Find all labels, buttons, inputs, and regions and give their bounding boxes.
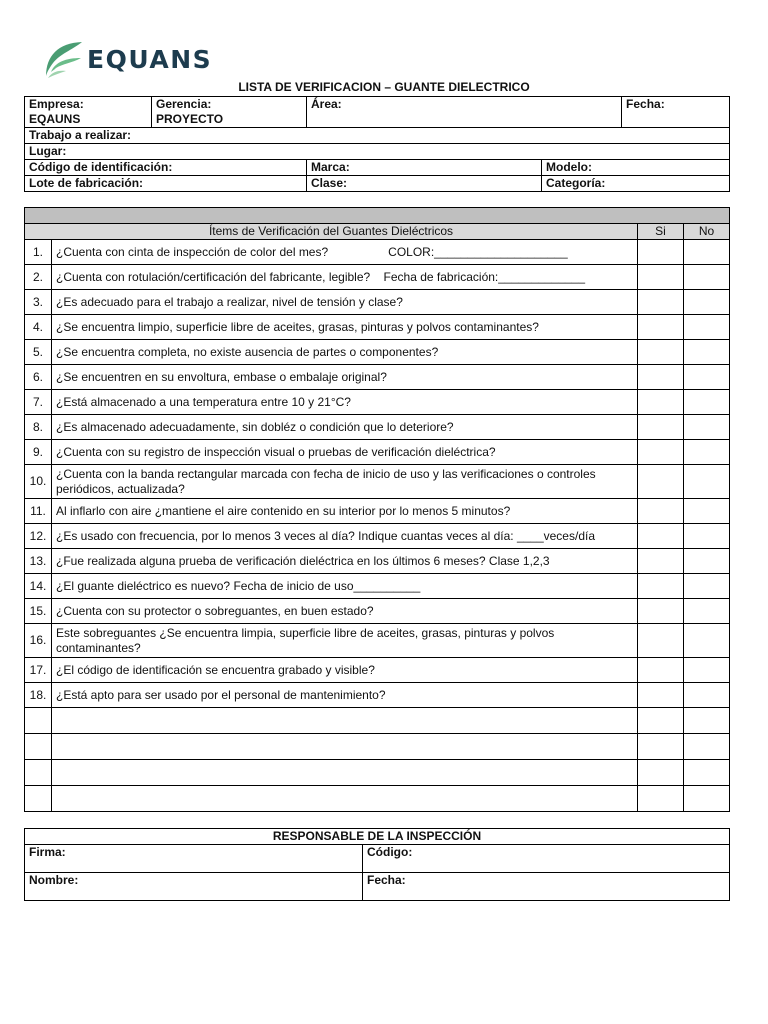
empty-cell[interactable] <box>638 708 684 734</box>
item-number: 3. <box>25 290 52 315</box>
si-checkbox-cell[interactable] <box>638 499 684 524</box>
no-checkbox-cell[interactable] <box>684 315 730 340</box>
fecha-field[interactable] <box>622 97 730 128</box>
empty-cell[interactable] <box>25 734 52 760</box>
si-checkbox-cell[interactable] <box>638 574 684 599</box>
no-header: No <box>684 224 730 240</box>
item-text: ¿El guante dieléctrico es nuevo? Fecha de inicio de uso__________ <box>52 574 638 599</box>
item-text: ¿Está apto para ser usado por el personal de mantenimiento? <box>52 683 638 708</box>
empty-cell[interactable] <box>684 708 730 734</box>
no-checkbox-cell[interactable] <box>684 574 730 599</box>
empty-cell[interactable] <box>25 708 52 734</box>
area-label: Área: <box>311 97 342 111</box>
empresa-field[interactable] <box>25 97 152 128</box>
categoria-field[interactable]: Categoría: <box>542 176 730 192</box>
item-text: Este sobreguantes ¿Se encuentra limpia, superficie libre de aceites, grasas, pinturas y polvos contaminantes? <box>52 624 638 658</box>
modelo-field[interactable]: Modelo: <box>542 160 730 176</box>
no-checkbox-cell[interactable] <box>684 658 730 683</box>
lugar-field[interactable]: Lugar: <box>25 144 730 160</box>
no-checkbox-cell[interactable] <box>684 240 730 265</box>
checklist-row <box>25 683 730 708</box>
si-checkbox-cell[interactable] <box>638 340 684 365</box>
item-text: ¿Cuenta con cinta de inspección de color del mes? COLOR:____________________ <box>52 240 638 265</box>
empty-row <box>25 786 730 812</box>
checklist-row <box>25 290 730 315</box>
no-checkbox-cell[interactable] <box>684 440 730 465</box>
item-number: 9. <box>25 440 52 465</box>
empty-cell[interactable] <box>52 786 638 812</box>
no-checkbox-cell[interactable] <box>684 290 730 315</box>
no-checkbox-cell[interactable] <box>684 415 730 440</box>
item-number: 12. <box>25 524 52 549</box>
firma-field[interactable]: Firma: <box>25 845 363 873</box>
item-text: ¿El código de identificación se encuentra grabado y visible? <box>52 658 638 683</box>
si-header: Si <box>638 224 684 240</box>
si-checkbox-cell[interactable] <box>638 390 684 415</box>
si-checkbox-cell[interactable] <box>638 265 684 290</box>
gerencia-value: PROYECTO <box>156 112 224 126</box>
empty-cell[interactable] <box>52 734 638 760</box>
marca-field[interactable]: Marca: <box>307 160 542 176</box>
item-number: 13. <box>25 549 52 574</box>
item-number: 15. <box>25 599 52 624</box>
item-number: 14. <box>25 574 52 599</box>
empty-row <box>25 708 730 734</box>
checklist-header-row <box>25 224 730 240</box>
no-checkbox-cell[interactable] <box>684 465 730 499</box>
item-text: ¿Se encuentren en su envoltura, embase o embalaje original? <box>52 365 638 390</box>
checklist-row <box>25 599 730 624</box>
gerencia-field[interactable] <box>152 97 307 128</box>
checklist-row <box>25 340 730 365</box>
item-text: ¿Fue realizada alguna prueba de verificación dieléctrica en los últimos 6 meses? Clase 1,2,3 <box>52 549 638 574</box>
info-table <box>24 96 730 192</box>
empty-cell[interactable] <box>25 786 52 812</box>
checklist-row <box>25 499 730 524</box>
empty-row <box>25 760 730 786</box>
fecha-label: Fecha: <box>626 97 665 111</box>
checklist-row <box>25 390 730 415</box>
checklist-row <box>25 465 730 499</box>
document-title: LISTA DE VERIFICACION – GUANTE DIELECTRICO <box>238 80 530 94</box>
si-checkbox-cell[interactable] <box>638 658 684 683</box>
checklist-row <box>25 549 730 574</box>
item-number: 10. <box>25 465 52 499</box>
area-field[interactable] <box>307 97 622 128</box>
empty-cell[interactable] <box>52 760 638 786</box>
checklist-row <box>25 658 730 683</box>
no-checkbox-cell[interactable] <box>684 524 730 549</box>
item-text: ¿Cuenta con su registro de inspección visual o pruebas de verificación dieléctrica? <box>52 440 638 465</box>
item-text: ¿Cuenta con la banda rectangular marcada con fecha de inicio de uso y las verificaciones o controles periódicos, actualizada? <box>52 465 638 499</box>
empty-cell[interactable] <box>684 734 730 760</box>
si-checkbox-cell[interactable] <box>638 624 684 658</box>
item-number: 4. <box>25 315 52 340</box>
checklist-row <box>25 624 730 658</box>
si-checkbox-cell[interactable] <box>638 465 684 499</box>
item-text: ¿Se encuentra limpio, superficie libre de aceites, grasas, pinturas y polvos contaminantes? <box>52 315 638 340</box>
trabajo-field[interactable]: Trabajo a realizar: <box>25 128 730 144</box>
clase-field[interactable]: Clase: <box>307 176 542 192</box>
codigo-field[interactable]: Código: <box>363 845 730 873</box>
equans-logo <box>42 38 212 80</box>
no-checkbox-cell[interactable] <box>684 390 730 415</box>
no-checkbox-cell[interactable] <box>684 365 730 390</box>
checklist-row <box>25 524 730 549</box>
checklist-row <box>25 574 730 599</box>
checklist-row <box>25 240 730 265</box>
item-number: 18. <box>25 683 52 708</box>
codigo-identificacion-field[interactable]: Código de identificación: <box>25 160 307 176</box>
empty-cell[interactable] <box>52 708 638 734</box>
item-number: 2. <box>25 265 52 290</box>
item-number: 7. <box>25 390 52 415</box>
empresa-value: EQAUNS <box>29 112 81 126</box>
si-checkbox-cell[interactable] <box>638 290 684 315</box>
no-checkbox-cell[interactable] <box>684 549 730 574</box>
si-checkbox-cell[interactable] <box>638 440 684 465</box>
no-checkbox-cell[interactable] <box>684 624 730 658</box>
empty-cell[interactable] <box>638 734 684 760</box>
responsable-title: RESPONSABLE DE LA INSPECCIÓN <box>25 829 730 845</box>
item-number: 16. <box>25 624 52 658</box>
item-text: ¿Está almacenado a una temperatura entre 10 y 21°C? <box>52 390 638 415</box>
empty-cell[interactable] <box>638 786 684 812</box>
item-number: 8. <box>25 415 52 440</box>
item-number: 11. <box>25 499 52 524</box>
empty-cell[interactable] <box>25 760 52 786</box>
checklist-row <box>25 365 730 390</box>
empty-cell[interactable] <box>684 786 730 812</box>
gray-header-bar <box>25 208 730 224</box>
equans-leaf-icon <box>42 38 84 80</box>
item-text: ¿Cuenta con su protector o sobreguantes, en buen estado? <box>52 599 638 624</box>
empty-cell[interactable] <box>638 760 684 786</box>
no-checkbox-cell[interactable] <box>684 265 730 290</box>
item-text: Al inflarlo con aire ¿mantiene el aire contenido en su interior por lo menos 5 minutos? <box>52 499 638 524</box>
si-checkbox-cell[interactable] <box>638 240 684 265</box>
item-text: ¿Es almacenado adecuadamente, sin dobléz o condición que lo deteriore? <box>52 415 638 440</box>
checklist-table <box>24 207 730 812</box>
item-number: 5. <box>25 340 52 365</box>
item-text: ¿Se encuentra completa, no existe ausencia de partes o componentes? <box>52 340 638 365</box>
no-checkbox-cell[interactable] <box>684 499 730 524</box>
checklist-row <box>25 315 730 340</box>
no-checkbox-cell[interactable] <box>684 599 730 624</box>
empty-row <box>25 734 730 760</box>
si-checkbox-cell[interactable] <box>638 599 684 624</box>
item-text: ¿Cuenta con rotulación/certificación del fabricante, legible? Fecha de fabricación:_____________ <box>52 265 638 290</box>
checklist-row <box>25 440 730 465</box>
item-text: ¿Es adecuado para el trabajo a realizar, nivel de tensión y clase? <box>52 290 638 315</box>
nombre-field[interactable]: Nombre: <box>25 873 363 901</box>
si-checkbox-cell[interactable] <box>638 549 684 574</box>
no-checkbox-cell[interactable] <box>684 683 730 708</box>
lote-fabricacion-field[interactable]: Lote de fabricación: <box>25 176 307 192</box>
gerencia-label: Gerencia: <box>156 97 212 111</box>
si-checkbox-cell[interactable] <box>638 315 684 340</box>
item-number: 6. <box>25 365 52 390</box>
checklist-row <box>25 415 730 440</box>
si-checkbox-cell[interactable] <box>638 365 684 390</box>
si-checkbox-cell[interactable] <box>638 683 684 708</box>
item-number: 1. <box>25 240 52 265</box>
logo-text: EQUANS <box>87 44 213 74</box>
empty-cell[interactable] <box>684 760 730 786</box>
fecha-inspeccion-field[interactable]: Fecha: <box>363 873 730 901</box>
si-checkbox-cell[interactable] <box>638 524 684 549</box>
signature-table <box>24 828 730 901</box>
si-checkbox-cell[interactable] <box>638 415 684 440</box>
checklist-header: Ítems de Verificación del Guantes Dieléctricos <box>25 224 638 240</box>
checklist-row <box>25 265 730 290</box>
item-text: ¿Es usado con frecuencia, por lo menos 3 veces al día? Indique cuantas veces al día: ____veces/día <box>52 524 638 549</box>
item-number: 17. <box>25 658 52 683</box>
no-checkbox-cell[interactable] <box>684 340 730 365</box>
empresa-label: Empresa: <box>29 97 84 111</box>
